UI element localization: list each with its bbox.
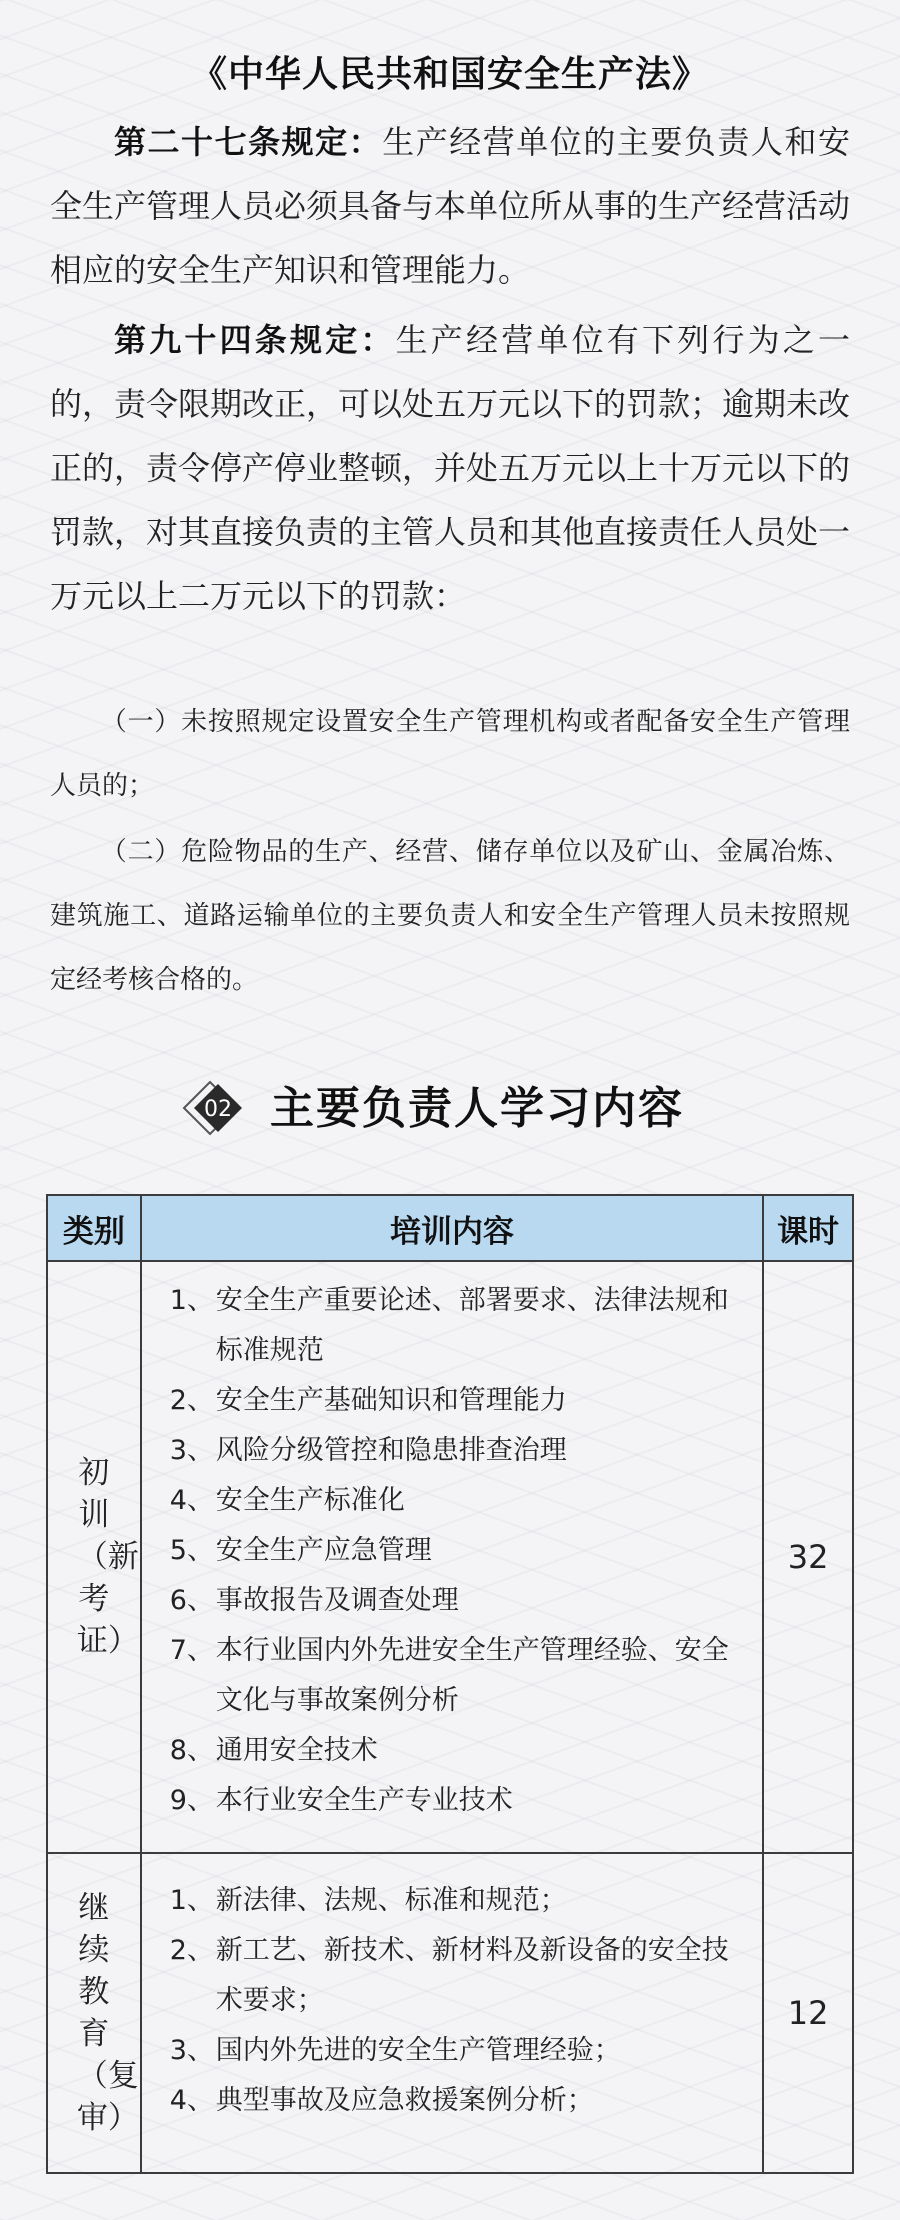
header-hours: 课时 xyxy=(763,1195,853,1261)
list-item-text: 通用安全技术 xyxy=(215,1735,378,1766)
list-item-number: 7、 xyxy=(169,1635,214,1666)
list-item-number: 9、 xyxy=(169,1785,214,1816)
section-header xyxy=(0,1070,900,1150)
list-item-number: 1、 xyxy=(169,1285,214,1316)
article-27-lead: 第二十七条规定： xyxy=(114,123,383,161)
list-item-text: 典型事故及应急救援案例分析； xyxy=(215,2085,594,2116)
article-27 xyxy=(50,110,850,302)
section-badge-number: 02 xyxy=(204,1097,232,1122)
list-item-text: 国内外先进的安全生产管理经验； xyxy=(215,2035,621,2066)
list-item-number: 5、 xyxy=(169,1535,214,1566)
row-1-category xyxy=(47,1261,141,1853)
list-item xyxy=(170,2076,746,2126)
list-item xyxy=(170,1376,746,1426)
list-item-number: 2、 xyxy=(169,1385,214,1416)
list-item xyxy=(170,1876,746,1926)
list-item xyxy=(170,1726,746,1776)
article-94-item-2 xyxy=(50,820,850,1012)
list-item-text: 本行业国内外先进安全生产管理经验、安全文化与事故案例分析 xyxy=(215,1635,729,1716)
article-94-item-1 xyxy=(50,690,850,818)
diamond-badge-icon xyxy=(180,1078,250,1138)
article-94-text: 生产经营单位有下列行为之一的，责令限期改正，可以处五万元以下的罚款；逾期未改正的，责令停产停业整顿，并处五万元以上十万元以下的罚款，对其直接负责的主管人员和其他直接责任人员处一万元以上二万元以下的罚款： xyxy=(50,321,851,615)
list-item-number: 2、 xyxy=(169,1935,214,1966)
row-2-list xyxy=(170,1876,746,2126)
row-2-hours: 12 xyxy=(763,1853,853,2173)
list-item-number: 3、 xyxy=(169,1435,214,1466)
article-94-item-2-text: （二）危险物品的生产、经营、储存单位以及矿山、金属冶炼、建筑施工、道路运输单位的主要负责人和安全生产管理人员未按照规定经考核合格的。 xyxy=(50,837,850,995)
list-item-text: 新工艺、新技术、新材料及新设备的安全技术要求； xyxy=(215,1935,729,2016)
row-2-category-text: 继续教育（复审） xyxy=(76,1890,139,2136)
list-item xyxy=(170,1626,746,1726)
list-item-text: 安全生产重要论述、部署要求、法律法规和标准规范 xyxy=(215,1285,729,1366)
list-item xyxy=(170,2026,746,2076)
list-item xyxy=(170,1576,746,1626)
list-item-number: 6、 xyxy=(169,1585,214,1616)
list-item-number: 8、 xyxy=(169,1735,214,1766)
row-1-list xyxy=(170,1276,746,1826)
table-header-row xyxy=(47,1195,853,1261)
row-2-content xyxy=(141,1853,763,2173)
row-1-hours: 32 xyxy=(763,1261,853,1853)
table-row xyxy=(47,1853,853,2173)
list-item-number: 1、 xyxy=(169,1885,214,1916)
list-item-text: 风险分级管控和隐患排查治理 xyxy=(215,1435,567,1466)
list-item-text: 本行业安全生产专业技术 xyxy=(215,1785,513,1816)
list-item-text: 安全生产标准化 xyxy=(215,1485,405,1516)
list-item xyxy=(170,1276,746,1376)
training-table xyxy=(46,1194,854,2174)
article-94 xyxy=(50,308,850,628)
list-item-number: 4、 xyxy=(169,2085,214,2116)
list-item-number: 3、 xyxy=(169,2035,214,2066)
list-item xyxy=(170,1926,746,2026)
list-item xyxy=(170,1526,746,1576)
list-item xyxy=(170,1476,746,1526)
row-2-category xyxy=(47,1853,141,2173)
list-item-text: 安全生产应急管理 xyxy=(215,1535,432,1566)
header-category: 类别 xyxy=(47,1195,141,1261)
list-item-text: 安全生产基础知识和管理能力 xyxy=(215,1385,567,1416)
header-content: 培训内容 xyxy=(141,1195,763,1261)
article-94-item-1-text: （一）未按照规定设置安全生产管理机构或者配备安全生产管理人员的； xyxy=(50,707,850,801)
row-1-content xyxy=(141,1261,763,1853)
article-27-text: 生产经营单位的主要负责人和安全生产管理人员必须具备与本单位所从事的生产经营活动相应的安全生产知识和管理能力。 xyxy=(50,123,851,289)
row-1-category-text: 初训（新考证） xyxy=(76,1455,139,1659)
list-item-text: 新法律、法规、标准和规范； xyxy=(215,1885,567,1916)
list-item xyxy=(170,1776,746,1826)
list-item xyxy=(170,1426,746,1476)
list-item-number: 4、 xyxy=(169,1485,214,1516)
table-row xyxy=(47,1261,853,1853)
list-item-text: 事故报告及调查处理 xyxy=(215,1585,459,1616)
section-title: 主要负责人学习内容 xyxy=(270,1083,684,1134)
article-94-lead: 第九十四条规定： xyxy=(114,321,396,359)
law-title: 《中华人民共和国安全生产法》 xyxy=(190,54,709,95)
